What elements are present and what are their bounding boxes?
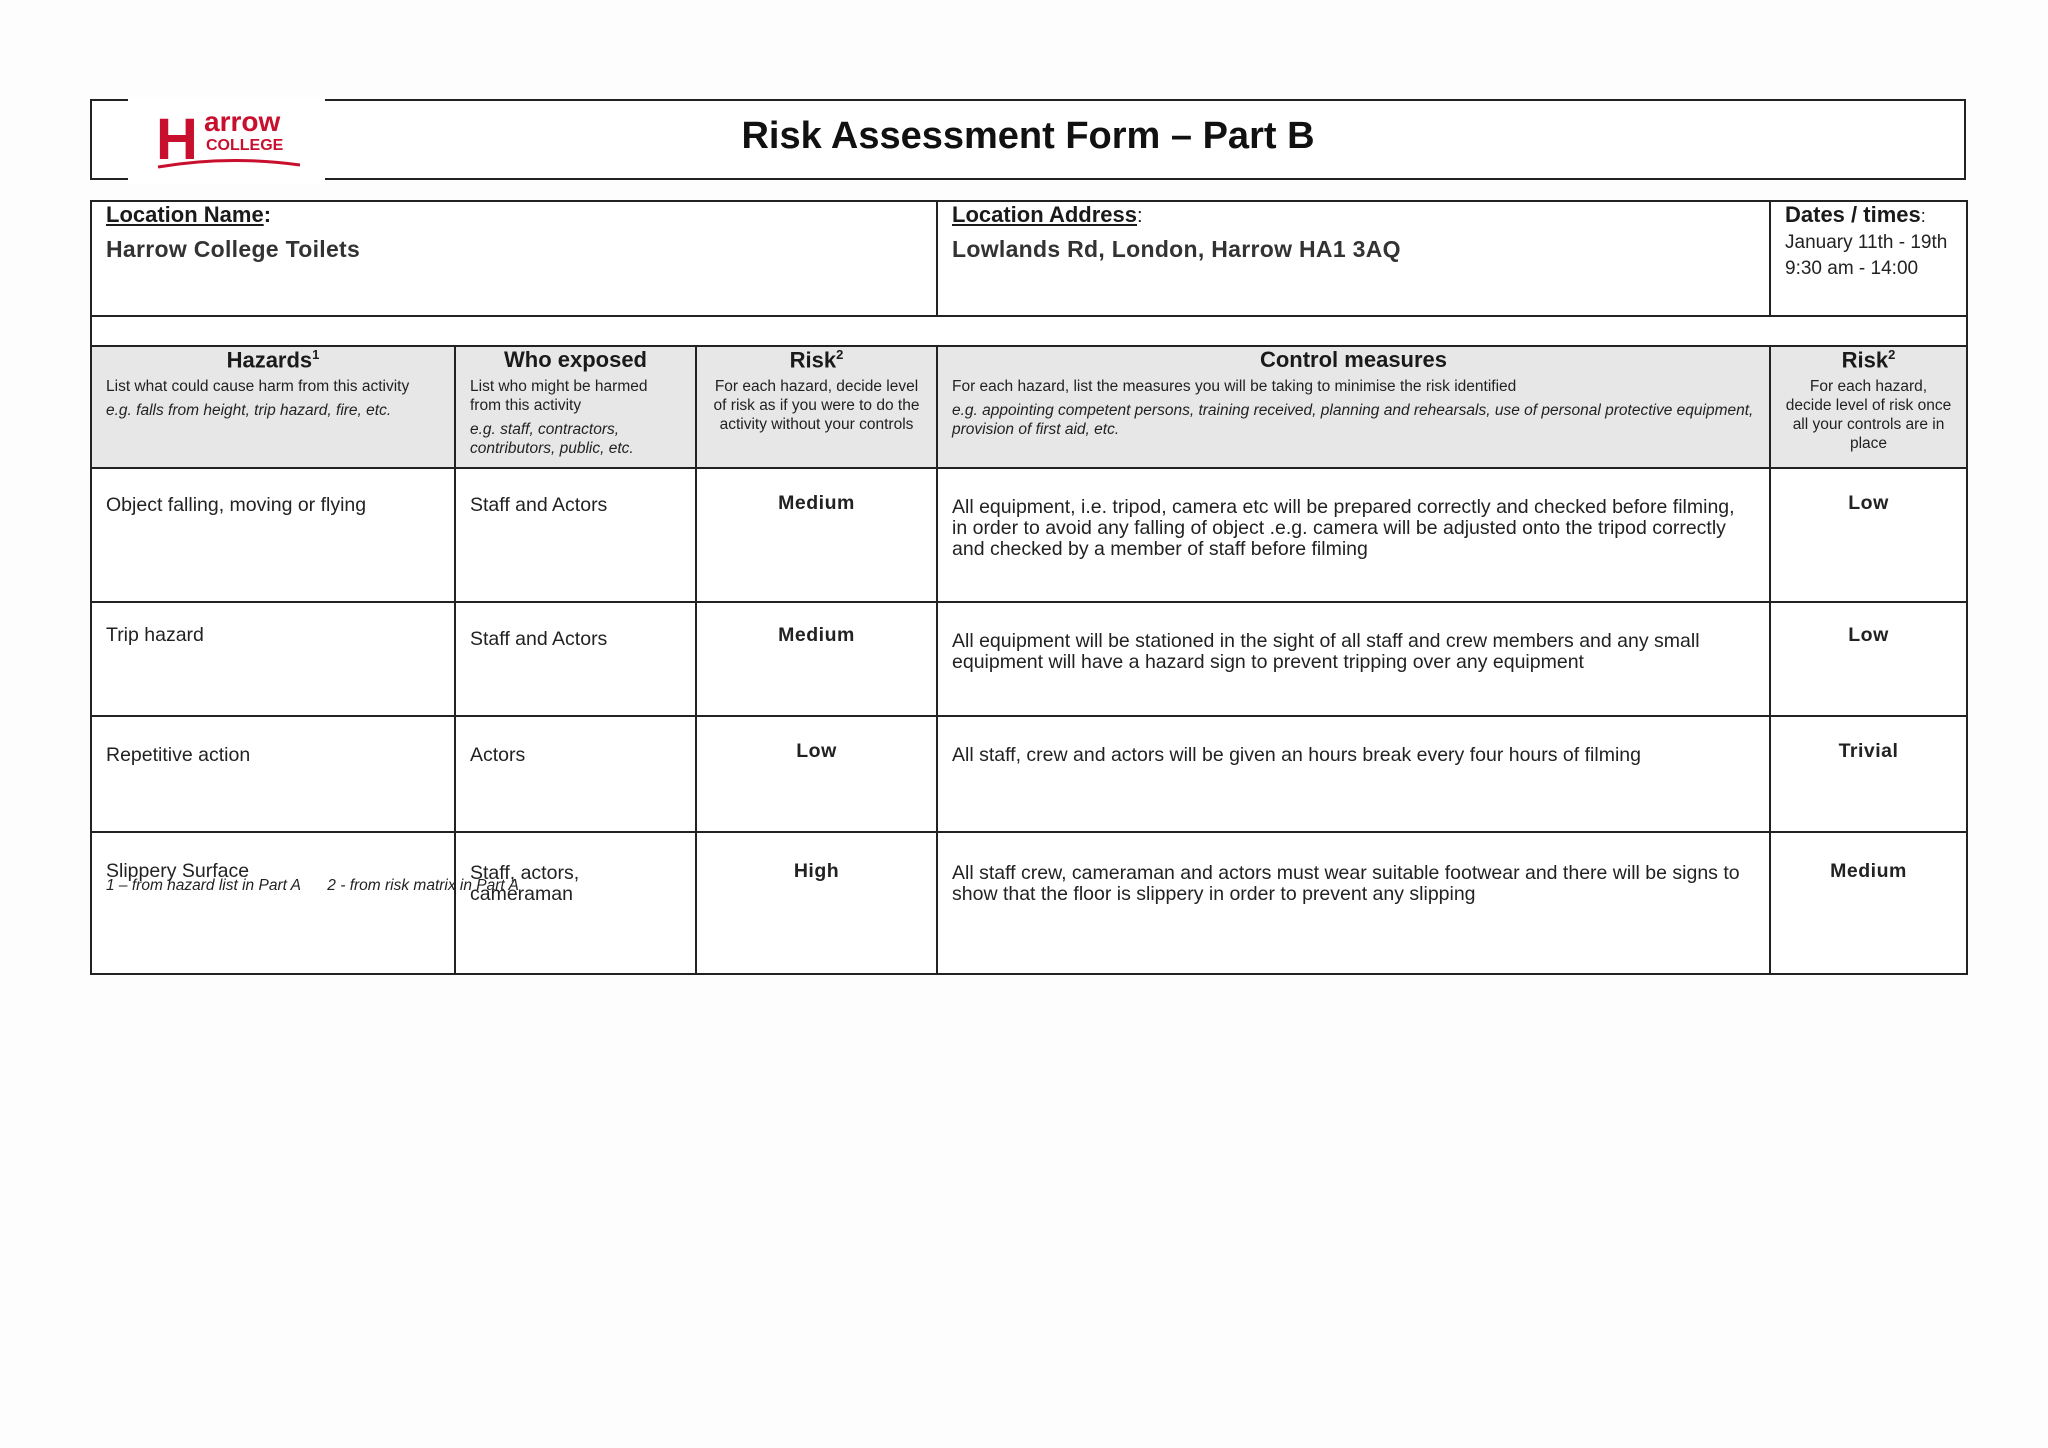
svg-text:COLLEGE: COLLEGE [206,137,284,154]
who-cell: Staff and Actors [455,468,696,602]
svg-text:arrow: arrow [204,106,281,137]
risk-before-title: Risk [789,347,837,373]
form-header [90,99,1966,180]
footnote-2: 2 - from risk matrix in Part A [327,877,519,894]
page-title: Risk Assessment Form – Part B [741,115,1315,157]
hazards-header [91,346,455,468]
hazard-cell: Trip hazard [91,602,455,716]
hazards-sup: 1 [312,347,320,362]
risk-after-cell: Low [1770,602,1967,716]
control-cell: All staff, crew and actors will be given an hours break every four hours of filming [937,716,1770,832]
hazards-desc: List what could cause harm from this activity [106,378,410,396]
location-info-row [91,201,1967,316]
location-name-value: Harrow College Toilets [106,236,361,262]
hazard-cell: Slippery Surface [91,832,455,974]
risk-after-title: Risk [1841,347,1889,373]
footnote-1: 1 – from hazard list in Part A [106,877,301,894]
controls-title: Control measures [1259,347,1448,372]
times-range: 9:30 am - 14:00 [1785,258,1919,279]
risk-before-cell: Medium [696,602,937,716]
location-address-value: Lowlands Rd, London, Harrow HA1 3AQ [952,236,1401,262]
table-row [91,832,1967,974]
control-cell: All staff crew, cameraman and actors must wear suitable footwear and there will be signs to show that the floor is slippery in order to prevent any slipping [937,832,1770,974]
risk-after-cell: Medium [1770,832,1967,974]
risk-after-cell: Low [1770,468,1967,602]
controls-desc: For each hazard, list the measures you will be taking to minimise the risk identified [952,378,1517,395]
risk-before-cell: Medium [696,468,937,602]
who-cell: Staff, actors, cameraman [455,832,696,974]
table-row [91,716,1967,832]
who-cell: Actors [455,716,696,832]
control-cell: All equipment will be stationed in the sight of all staff and crew members and any small equipment will have a hazard sign to prevent tripping over any equipment [937,602,1770,716]
risk-assessment-table [90,200,1968,975]
who-title: Who exposed [503,347,647,372]
control-cell: All equipment, i.e. tripod, camera etc will be prepared correctly and checked before filming, in order to avoid any falling of object .e.g. camera will be adjusted onto the tripod correctly and checked by a member of staff before filming [937,468,1770,602]
location-name-label: Location Name [106,202,264,227]
table-row [91,468,1967,602]
risk-after-sup: 2 [1888,347,1896,362]
risk-after-cell: Trivial [1770,716,1967,832]
who-cell: Staff and Actors [455,602,696,716]
hazard-cell: Repetitive action [91,716,455,832]
table-row [91,602,1967,716]
who-eg: e.g. staff, contractors, contributors, public, etc. [470,421,634,457]
risk-before-cell: Low [696,716,937,832]
location-address-cell: Location Address: Lowlands Rd, London, Harrow HA1 3AQ [937,201,1770,316]
risk-before-header [696,346,937,468]
risk-after-desc: For each hazard, decide level of risk once all your controls are in place [1785,378,1952,453]
dates-label: Dates / times [1785,202,1921,227]
risk-before-sup: 2 [836,347,844,362]
hazards-eg: e.g. falls from height, trip hazard, fire, etc. [106,402,392,420]
risk-after-header [1770,346,1967,468]
dates-range: January 11th - 19th [1785,232,1948,253]
controls-eg: e.g. appointing competent persons, training received, planning and rehearsals, use of personal protective equipment, provision of first aid, etc. [952,402,1754,438]
svg-text:H: H [156,107,198,172]
who-desc: List who might be harmed from this activity [470,378,648,414]
footnotes [106,877,541,895]
location-name-cell: Location Name: Harrow College Toilets [91,201,937,316]
risk-before-cell: High [696,832,937,974]
dates-cell: Dates / times: January 11th - 19th 9:30 am - 14:00 [1770,201,1967,316]
hazards-title: Hazards [226,347,313,373]
column-header-row [91,346,1967,468]
location-address-label: Location Address [952,202,1137,227]
control-measures-header [937,346,1770,468]
who-exposed-header [455,346,696,468]
risk-before-desc: For each hazard, decide level of risk as if you were to do the activity without your controls [713,378,920,434]
spacer-row [91,316,1967,346]
hazard-cell: Object falling, moving or flying [91,468,455,602]
